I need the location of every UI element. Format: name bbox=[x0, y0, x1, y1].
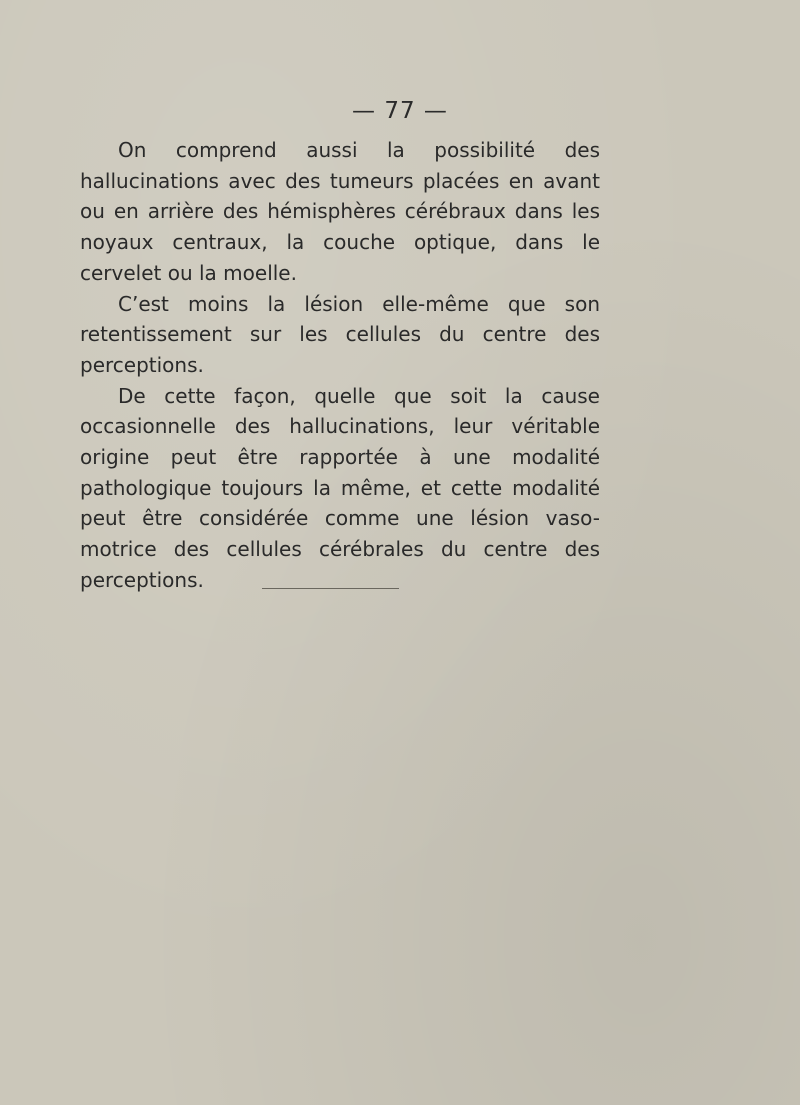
page-number: — 77 — bbox=[352, 98, 448, 124]
paragraph-1: On comprend aussi la possibilité des hallucinations avec des tumeurs placées en avant ou en arrière des hémisphères cérébraux dans les noyaux centraux, la couche optique, dans le cervelet ou la moelle. bbox=[80, 138, 600, 285]
body-text bbox=[80, 135, 600, 596]
section-divider bbox=[262, 588, 399, 589]
paragraph-3: De cette façon, quelle que soit la cause occasionnelle des hallucinations, leur véritable origine peut être rapportée à une modalité pathologique toujours la même, et cette modalité peut être considérée comme une lésion vaso-motrice des cellules cérébrales du centre des perceptions. bbox=[80, 383, 600, 592]
paragraph-2: C’est moins la lésion elle-même que son retentissement sur les cellules du centre des perceptions. bbox=[80, 291, 600, 377]
